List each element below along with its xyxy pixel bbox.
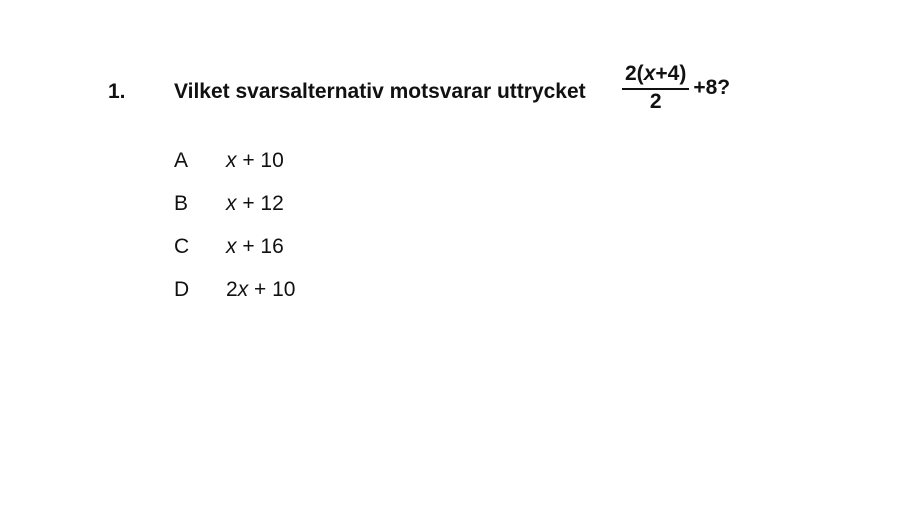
question-expression — [622, 62, 730, 114]
option-letter: B — [174, 192, 189, 215]
option-variable: x — [226, 149, 237, 172]
option-a — [174, 149, 284, 173]
option-letter: C — [174, 235, 190, 258]
option-rest: + 12 — [236, 192, 284, 215]
question-text: Vilket svarsalternativ motsvarar uttrycket — [174, 80, 586, 103]
option-value — [226, 192, 284, 215]
option-c — [174, 235, 284, 259]
numerator-pre: 2( — [625, 62, 644, 85]
question-number: 1. — [108, 80, 126, 103]
numerator-post: +4) — [655, 62, 687, 85]
option-variable: x — [226, 235, 237, 258]
option-rest: + 10 — [236, 149, 284, 172]
option-coefficient: 2 — [226, 278, 238, 301]
option-value — [226, 235, 284, 258]
fraction-numerator — [622, 62, 689, 88]
fraction — [622, 62, 689, 114]
option-letter: D — [174, 278, 190, 301]
option-variable: x — [226, 192, 237, 215]
fraction-denominator: 2 — [649, 90, 662, 113]
numerator-variable: x — [643, 62, 656, 85]
option-rest: + 16 — [236, 235, 284, 258]
option-rest: + 10 — [248, 278, 296, 301]
option-variable: x — [237, 278, 249, 301]
option-letter: A — [174, 149, 189, 172]
option-value — [226, 278, 295, 301]
option-b — [174, 192, 284, 216]
expression-tail: +8? — [693, 76, 731, 99]
option-value — [226, 149, 284, 172]
option-d — [174, 278, 295, 302]
